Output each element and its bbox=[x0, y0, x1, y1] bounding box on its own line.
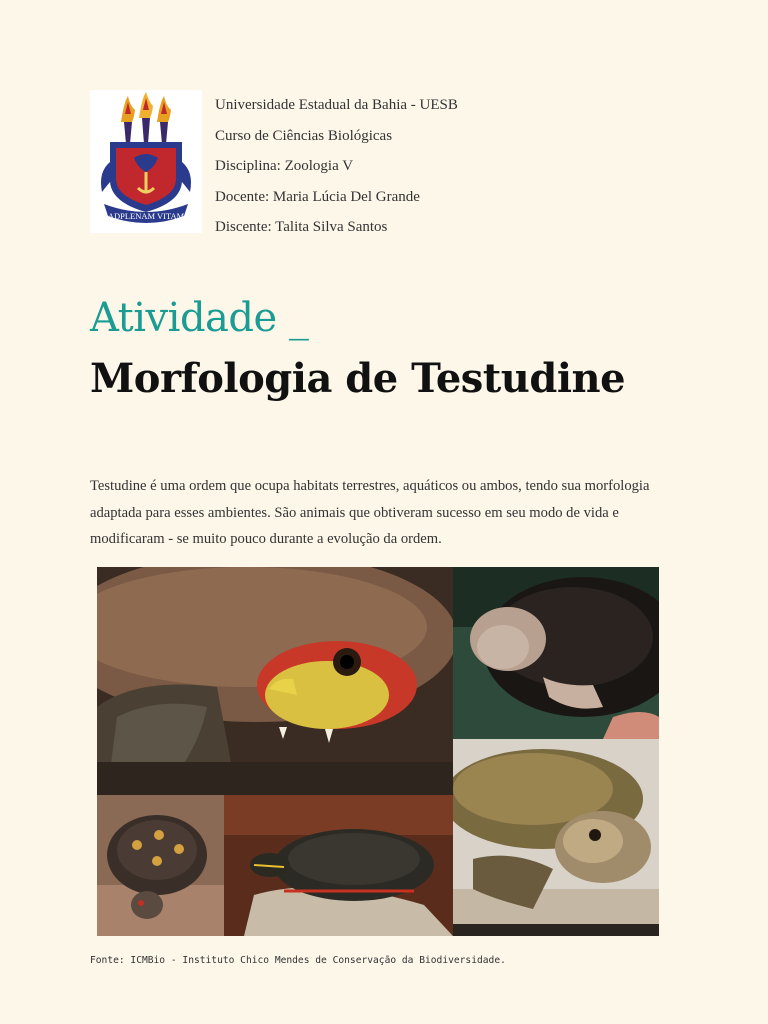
image-source-caption: Fonte: ICMBio - Instituto Chico Mendes de Conservação da Biodiversidade. bbox=[90, 955, 506, 966]
turtle-photo-collage bbox=[97, 567, 659, 936]
document-title bbox=[90, 288, 625, 410]
course-name: Curso de Ciências Biológicas bbox=[215, 127, 393, 144]
uesb-crest-icon bbox=[94, 92, 198, 232]
header-info bbox=[215, 90, 458, 243]
photo-tortoise bbox=[97, 795, 224, 936]
discipline: Disciplina: Zoologia V bbox=[215, 158, 354, 174]
photo-red-headed-turtle bbox=[97, 567, 453, 795]
student: Discente: Talita Silva Santos bbox=[215, 219, 388, 235]
title-line-2: Morfologia de Testudine bbox=[90, 355, 626, 402]
title-line-1: Atividade _ bbox=[90, 295, 309, 341]
university-logo bbox=[90, 90, 202, 233]
photo-dark-turtle bbox=[453, 567, 659, 739]
teacher: Docente: Maria Lúcia Del Grande bbox=[215, 188, 420, 205]
logo-motto: ADPLENAM VITAM bbox=[107, 210, 185, 221]
intro-paragraph: Testudine é uma ordem que ocupa habitats terrestres, aquáticos ou ambos, tendo sua morfologia adaptada para esses ambientes. São animais que obtiveram sucesso em seu modo de vida e modificaram - se muito pouco durante a evolução da ordem. bbox=[90, 478, 650, 547]
university-name: Universidade Estadual da Bahia - UESB bbox=[215, 97, 458, 113]
document-header bbox=[90, 90, 458, 243]
photo-painted-turtle bbox=[224, 795, 453, 936]
photo-sea-turtle bbox=[453, 739, 659, 936]
